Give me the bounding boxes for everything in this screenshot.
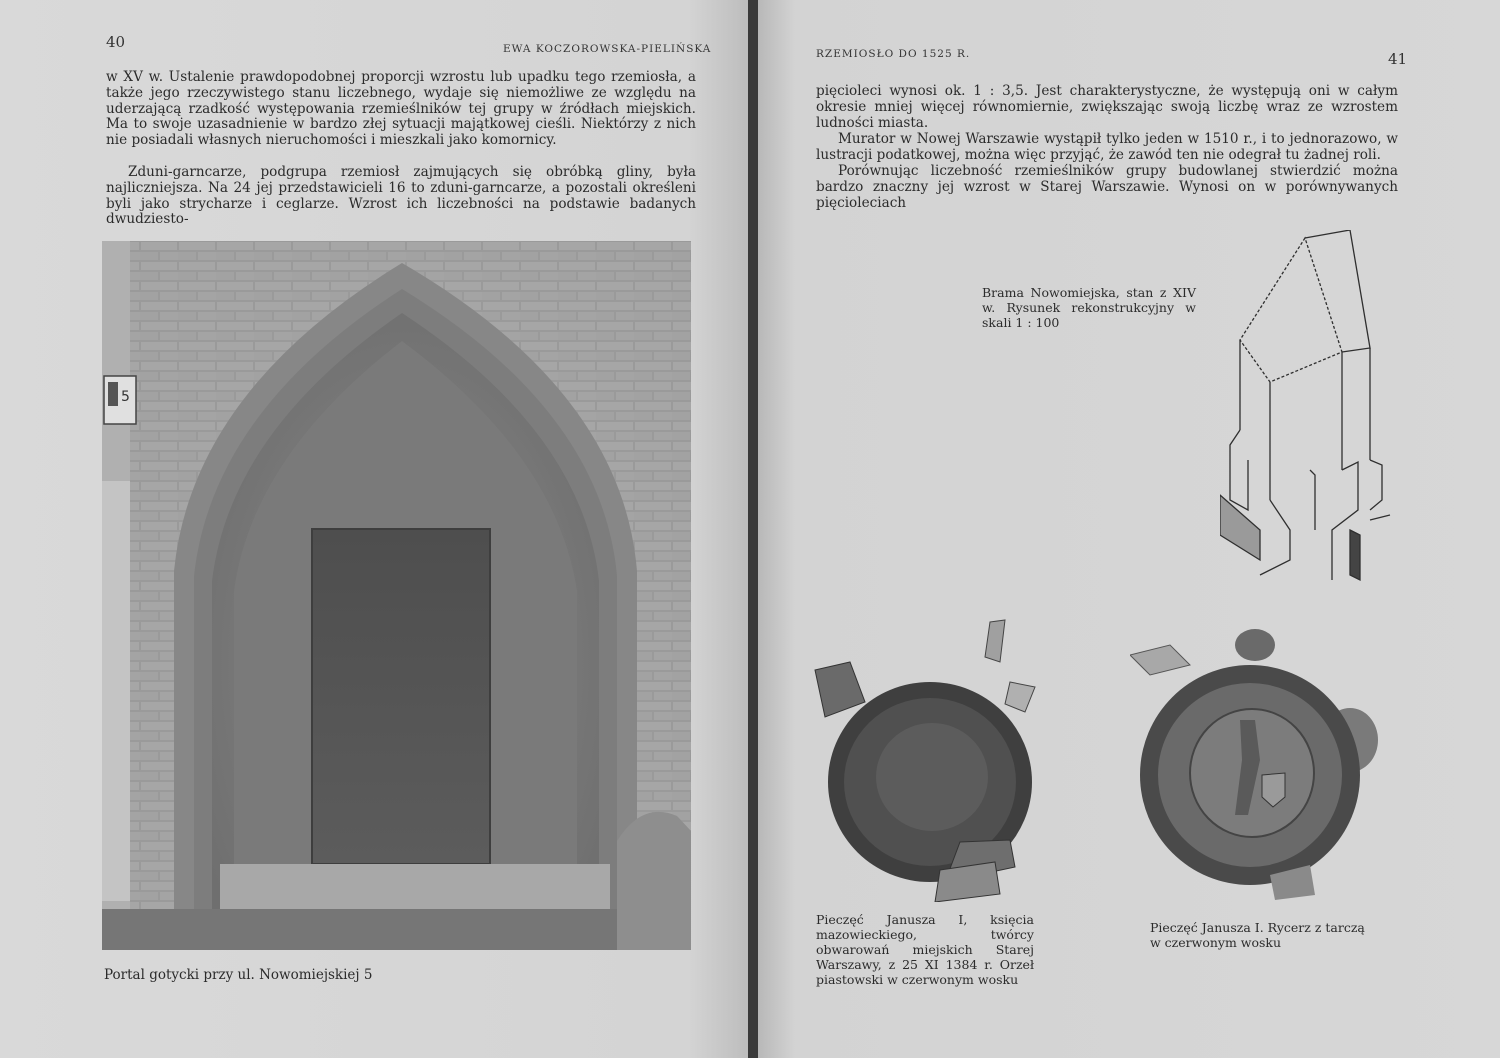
body-paragraph: Murator w Nowej Warszawie wystąpił tylko jeden w 1510 r., i to jednorazowo, w lustracji podatkowej, można więc przyjąć, że zawód ten nie odegrał tu żadnej roli. <box>816 131 1398 163</box>
photo-caption: Portal gotycki przy ul. Nowomiejskiej 5 <box>104 967 373 983</box>
running-head: EWA KOCZOROWSKA-PIELIŃSKA <box>503 43 712 55</box>
running-head: RZEMIOSŁO DO 1525 R. <box>816 48 971 60</box>
book-gutter <box>748 0 758 1058</box>
body-paragraph: Zduni-garncarze, podgrupa rzemiosł zajmujących się obróbką gliny, była najliczniejsza. Na 24 jej przedstawicieli 16 to zduni-garncarze, a pozostali określeni byli jako strycharze i ceglarze. Wzrost ich liczebności na podstawie badanych dwudziesto- <box>106 164 696 228</box>
seal-1-caption: Pieczęć Janusza I, księcia mazowieckiego, twórcy obwarowań miejskich Starej Warszawy, z 25 XI 1384 r. Orzeł piastowski w czerwonym wosku <box>816 912 1034 987</box>
body-paragraph: w XV w. Ustalenie prawdopodobnej proporcji wzrostu lub upadku tego rzemiosła, a także jego rzeczywistego stanu liczebnego, wydaje się niemożliwe ze względu na uderzającą rzadkość występowania rzemieślników tej grupy w źródłach miejskich. Ma to swoje uzasadnienie w bardzo złej sytuacji majątkowej cieśli. Niektórzy z nich nie posiadali własnych nieruchomości i mieszkali jako komornicy. <box>106 69 696 149</box>
page-number: 41 <box>1388 50 1408 68</box>
seal-2-image <box>1130 625 1390 905</box>
body-paragraph: pięcioleci wynosi ok. 1 : 3,5. Jest charakterystyczne, że występują oni w całym okresie mniej więcej równomiernie, zwiększając swoją liczbę wraz ze wzrostem ludności miasta. <box>816 83 1398 131</box>
seal-1-image <box>810 612 1070 902</box>
seal-2-caption: Pieczęć Janusza I. Rycerz z tarczą w czerwonym wosku <box>1150 920 1365 950</box>
body-paragraph: Porównując liczebność rzemieślników grupy budowlanej stwierdzić można bardzo znaczny jej wzrost w Starej Warszawie. Wynosi on w porównywanych pięcioleciach <box>816 163 1398 211</box>
page-number: 40 <box>106 33 126 51</box>
house-number-sign: 5 <box>121 389 130 405</box>
portal-photo <box>102 241 691 950</box>
drawing-caption: Brama Nowomiejska, stan z XIV w. Rysunek rekonstrukcyjny w skali 1 : 100 <box>982 285 1196 330</box>
right-page <box>758 0 1500 1058</box>
left-page <box>0 0 748 1058</box>
gate-reconstruction-drawing <box>1220 230 1410 590</box>
